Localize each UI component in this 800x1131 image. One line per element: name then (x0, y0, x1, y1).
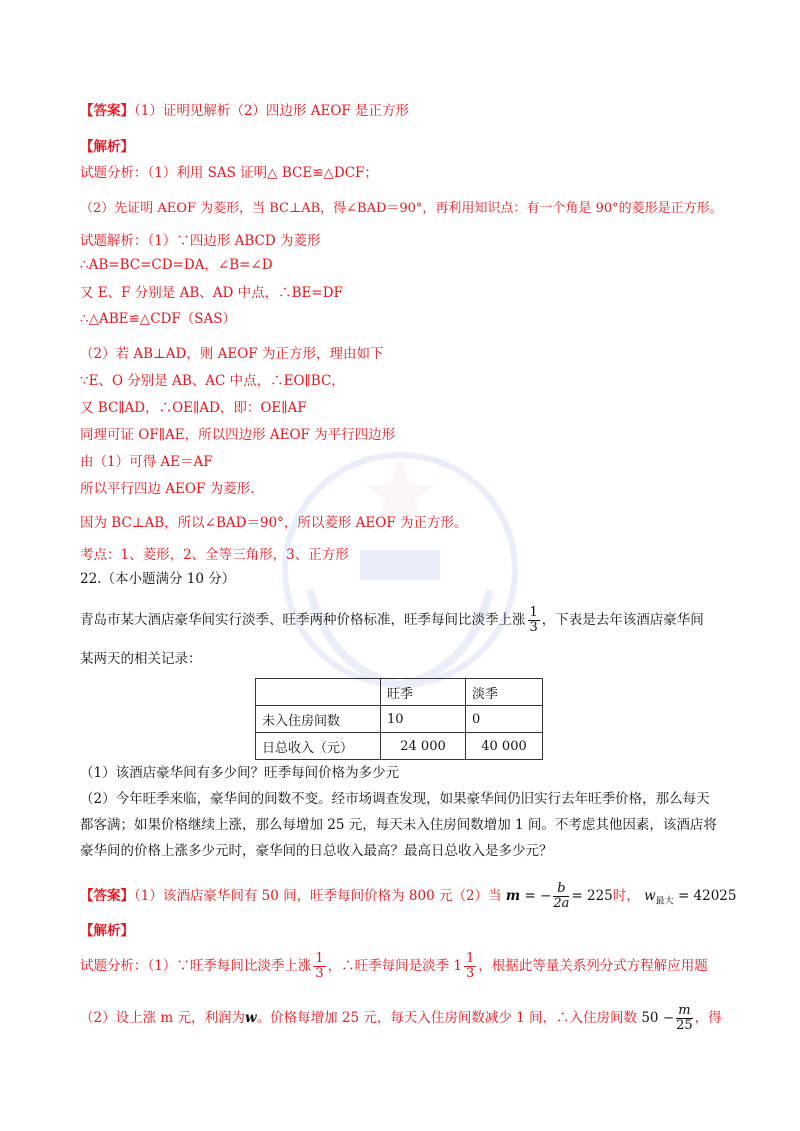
question-stem-line-1 (80, 606, 704, 635)
question-header: 22.（本小题满分 10 分） (80, 571, 236, 587)
answer-text: （1）证明见解析（2）四边形 AEOF 是正方形 (134, 103, 410, 119)
analysis-line-14: 考点：1、菱形，2、全等三角形，3、正方形 (80, 547, 349, 563)
analysis-line-7: （2）若 AB⊥AD，则 AEOF 为正方形，理由如下 (80, 346, 384, 362)
question-stem-line-2: 某两天的相关记录： (80, 651, 202, 667)
question-part-2-line-1: （2）今年旺季来临，豪华间的间数不变。经市场调查发现，如果豪华间仍旧实行去年旺季价格，那么每天 (80, 791, 710, 807)
analysis-line-10: 同理可证 OF∥AE，所以四边形 AEOF 为平行四边形 (80, 427, 396, 443)
fraction-one-third: $\frac{1}{3}$ (529, 605, 538, 635)
answer-line-1 (80, 102, 409, 120)
table-cell: 40 000 (466, 733, 543, 760)
answer-tag-2: 【答案】 (80, 888, 134, 904)
analysis-line-12: 所以平行四边 AEOF 为菱形. (80, 481, 255, 497)
question-part-2-line-2: 都客满；如果价格继续上涨，那么每增加 25 元，每天未入住房间数增加 1 间。不考虑其他因素，该酒店将 (80, 817, 717, 833)
analysis-tag-2: 【解析】 (80, 923, 134, 939)
question-part-1: （1）该酒店豪华间有多少间？旺季每间价格为多少元 (80, 765, 400, 781)
watermark-logo (270, 440, 530, 700)
table-cell: 0 (466, 706, 543, 733)
analysis-line-9: 又 BC∥AD，∴OE∥AD，即：OE∥AF (80, 400, 307, 416)
table-cell: 未入住房间数 (256, 706, 381, 733)
analysis-line-5: 又 E、F 分别是 AB、AD 中点，∴BE=DF (80, 285, 343, 301)
stem-text-b: ，下表是去年该酒店豪华间 (541, 612, 704, 628)
table-cell (256, 679, 381, 706)
analysis2-line-1: 试题分析：（1）∵旺季每间比淡季上涨 $\frac{1}{3}$ ，∴旺季每间是淡季 1 $\frac{1}{3}$ ，根据此等量关系列分式方程解应用题 (80, 951, 708, 981)
analysis-line-13: 因为 BC⊥AB，所以∠BAD＝90°，所以菱形 AEOF 为正方形。 (80, 515, 468, 531)
answer-line-2: 【答案】（1）该酒店豪华间有 50 间，旺季每间价格为 800 元（2）当 m = − $\frac{b}{2a}$ = 225时， $w_{最大} = 42025$ (80, 881, 737, 911)
analysis-line-2: （2）先证明 AEOF 为菱形，当 BC⊥AB，得∠BAD＝90°，再利用知识点：有一个角是 90°的菱形是正方形。 (80, 201, 723, 216)
stem-text-a: 青岛市某大酒店豪华间实行淡季、旺季两种价格标准，旺季每间比淡季上涨 (80, 612, 526, 628)
table-cell: 10 (381, 706, 466, 733)
analysis-line-8: ∵E、O 分别是 AB、AC 中点，∴EO∥BC， (80, 373, 345, 389)
table-row (256, 733, 543, 760)
table-cell: 淡季 (466, 679, 543, 706)
table-row (256, 679, 543, 706)
analysis-line-4: ∴AB=BC=CD=DA，∠B=∠D (80, 257, 273, 273)
analysis-line-6: ∴△ABE≌△CDF（SAS） (80, 311, 236, 327)
analysis-line-1: 试题分析：（1）利用 SAS 证明△ BCE≌△DCF； (80, 165, 378, 181)
answer-tag: 【答案】 (80, 103, 134, 119)
analysis-line-11: 由（1）可得 AE＝AF (80, 454, 213, 470)
analysis-line-3: 试题解析：（1）∵四边形 ABCD 为菱形 (80, 233, 321, 249)
table-cell: 旺季 (381, 679, 466, 706)
analysis2-line-2: （2）设上涨 m 元，利润为w。价格每增加 25 元，每天入住房间数减少 1 间，∴入住房间数 50 − $\frac{m}{25}$ ，得 (80, 1003, 722, 1033)
records-table (255, 678, 543, 760)
table-row (256, 706, 543, 733)
analysis-tag: 【解析】 (80, 139, 134, 155)
question-part-2-line-3: 豪华间的价格上涨多少元时，豪华间的日总收入最高？最高日总收入是多少元？ (80, 843, 553, 859)
table-cell: 24 000 (381, 733, 466, 760)
table-cell: 日总收入（元） (256, 733, 381, 760)
